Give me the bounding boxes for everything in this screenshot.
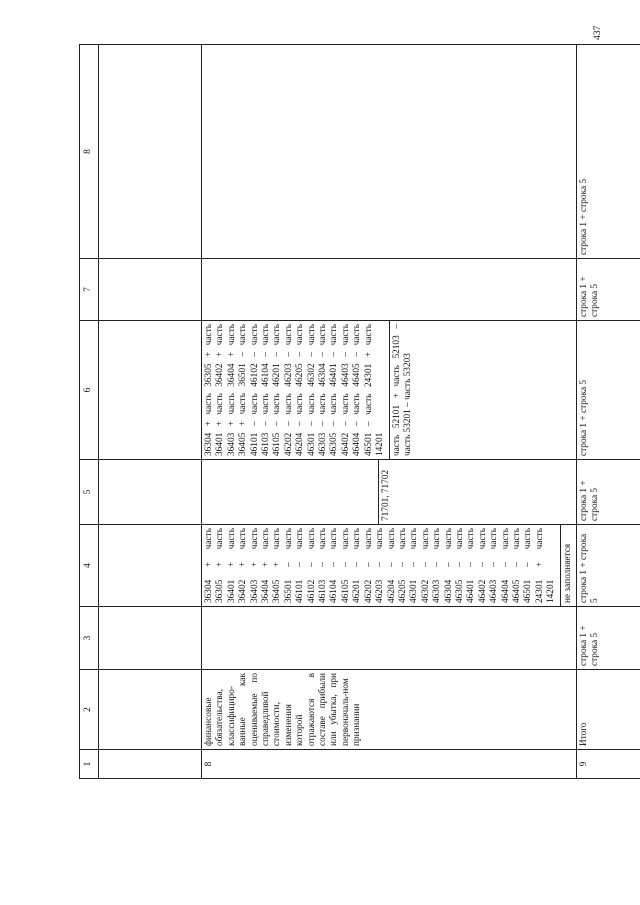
row-name-cell [202,670,577,750]
not-filled-text: не заполняется [562,543,573,603]
row-name-text: финансовые обязательства, классифициро-ванные как оцениваемые по справедливой стоимости, изменения которой отражаются в составе прибыли или убытка, при первоначаль-ном признании [204,673,363,746]
table-cell: строка 1 + строка 5 [577,259,640,321]
row-number-cell [99,750,202,779]
accounts-text: 71701, 71702 [381,469,391,521]
table-cell [99,45,202,259]
table-cell: строка 1 + строка 5 [577,45,640,259]
table-cell [99,607,202,670]
table-header-row [80,45,99,779]
header-col-3: 3 [80,607,99,670]
formula-text: 36304 + часть 36305 + часть 36401 + часть 36402 + часть 36403 + часть 36404 + часть 36405 + часть 36501 – часть 46101 – часть 46102 – часть 46103 – часть 46104 – часть 46105 – часть 46201 – часть 46202 – часть 46203 – часть 46204 – часть 46205 – часть 46301 – часть 46302 – часть 46303 – часть 46304 – часть 46305 – часть 46401 – часть 46402 – часть 46403 – часть 46404 – часть 46405 – часть 46501 – часть 24301 + часть 14201 [202,525,561,606]
header-col-7: 7 [80,259,99,321]
table-cell [202,45,577,259]
rotated-table-container [79,45,601,779]
table-cell [202,259,577,321]
table-cell: строка 1 + строка 5 [577,321,640,460]
header-col-1: 1 [80,750,99,779]
table-cell [202,607,577,670]
empty-subcell [202,460,379,524]
header-col-4: 4 [80,525,99,607]
table-row-8 [202,45,577,779]
table-cell: строка 1 + строка 5 [577,460,640,525]
data-table [79,44,640,779]
accounts-cell-col5 [202,460,577,525]
table-row [99,45,202,779]
table-row-9 [577,45,640,779]
table-cell [99,460,202,525]
table-cell: строка 1 + строка 5 [577,525,640,607]
row-name-cell [99,670,202,750]
header-col-2: 2 [80,670,99,750]
page-number: 437 [593,25,603,40]
header-col-6: 6 [80,321,99,460]
header-col-8: 8 [80,45,99,259]
table-cell: строка 1 + строка 5 [577,607,640,670]
row-number-text: 8 [204,761,214,767]
row-number-cell: 9 [577,750,640,779]
table-cell [99,321,202,460]
row-number-cell [202,750,577,779]
header-col-5: 5 [80,460,99,525]
formula-text: 36304 + часть 36305 + часть 36401 + часть 36402 + часть 36403 + часть 36404 + часть 36405 + часть 36501 – часть 46101 – часть 46102 – часть 46103 – часть 46104 – часть 46105 – часть 46201 – часть 46202 – часть 46203 – часть 46204 – часть 46205 – часть 46301 – часть 46302 – часть 46303 – часть 46304 – часть 46305 – часть 46401 – часть 46402 – часть 46403 – часть 46404 – часть 46405 – часть 46501 – часть 24301 + часть 14201 [202,321,390,459]
formula-cell-col4 [202,525,577,607]
formula-cell-col6 [202,321,577,460]
row-name-cell: Итого [577,670,640,750]
table-cell [99,259,202,321]
table-cell [99,525,202,607]
formula-text-secondary: часть 52101 + часть 52103 – часть 53201 – часть 53203 [391,324,413,456]
